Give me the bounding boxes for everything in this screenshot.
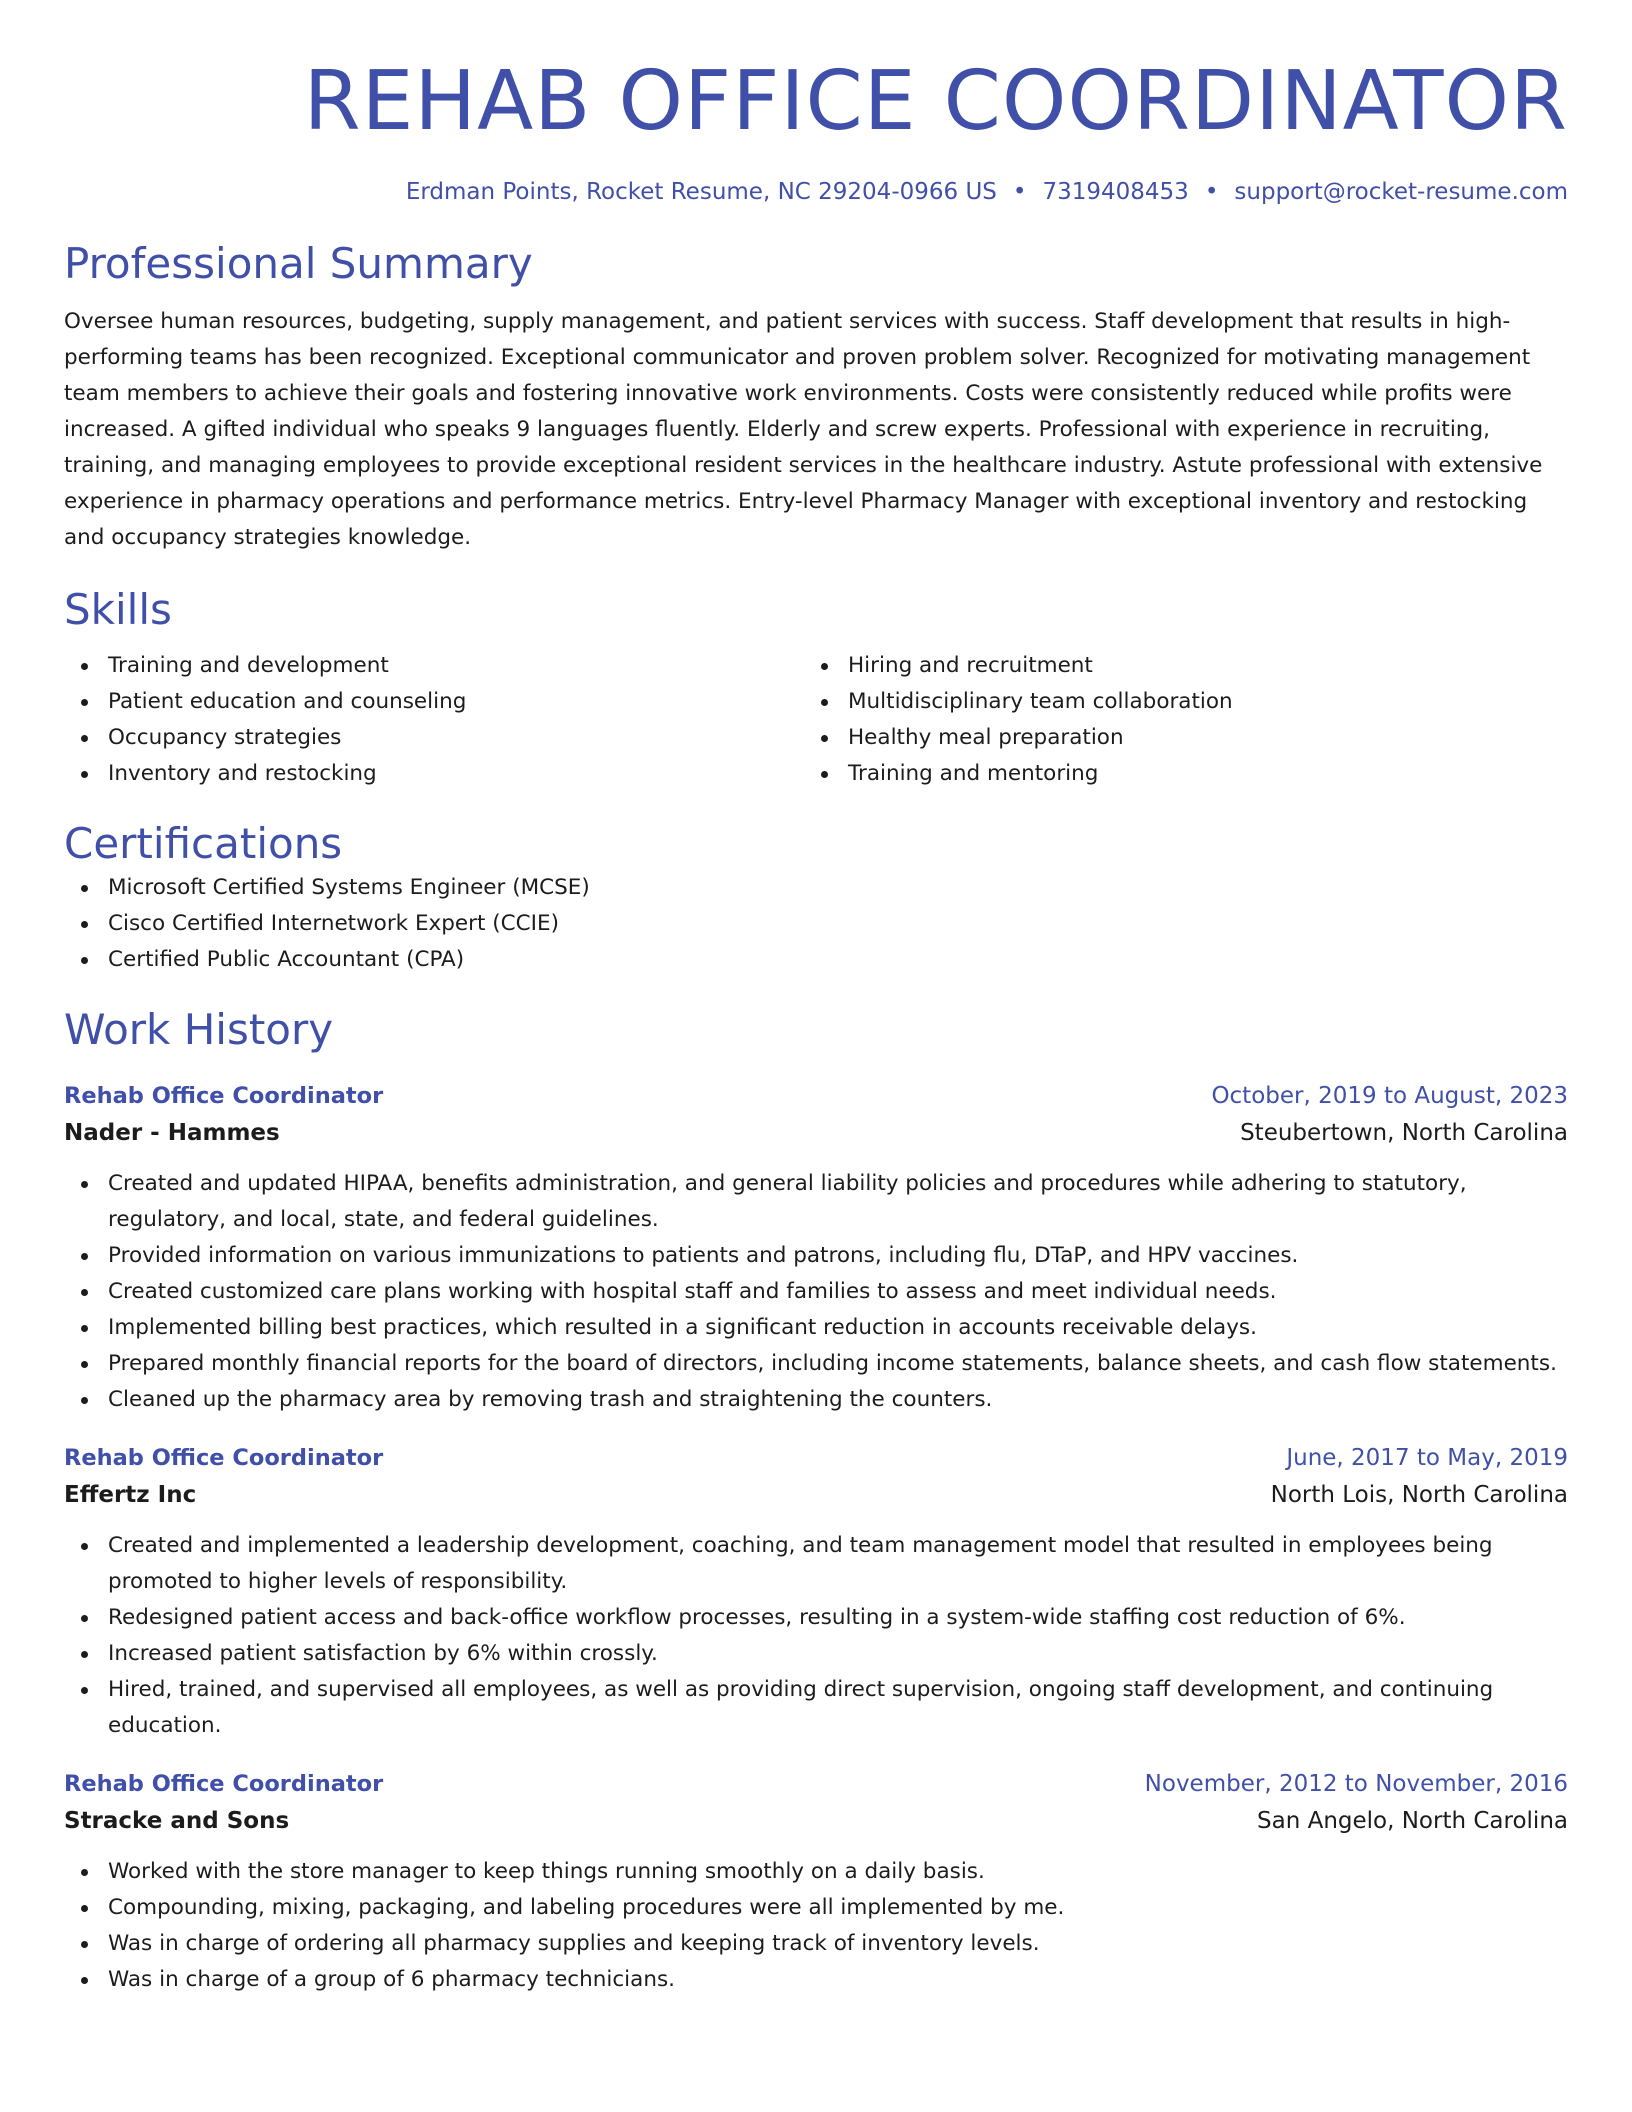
job-duty: Increased patient satisfaction by 6% within crossly. — [64, 1636, 1568, 1672]
job-company: Stracke and Sons — [64, 1808, 290, 1834]
job-location: North Lois, North Carolina — [1270, 1482, 1568, 1508]
skill-item: Training and development — [64, 648, 804, 684]
job-company-row — [64, 1476, 1568, 1514]
resume-header — [64, 52, 1568, 208]
job-title-row — [64, 1078, 1568, 1114]
job-duty: Redesigned patient access and back-office workflow processes, resulting in a system-wide staffing cost reduction of 6%. — [64, 1600, 1568, 1636]
skill-item: Multidisciplinary team collaboration — [804, 684, 1544, 720]
job-company-row — [64, 1114, 1568, 1152]
job-title: Rehab Office Coordinator — [64, 1771, 384, 1797]
job-duties-list — [64, 1166, 1568, 1418]
job-dates: October, 2019 to August, 2023 — [1211, 1083, 1568, 1109]
contact-email: support@rocket-resume.com — [1234, 179, 1568, 205]
skills-columns — [64, 648, 1568, 792]
job-duty: Worked with the store manager to keep things running smoothly on a daily basis. — [64, 1854, 1568, 1890]
skill-item: Training and mentoring — [804, 756, 1544, 792]
job-duty: Created and implemented a leadership development, coaching, and team management model that resulted in employees being promoted to higher levels of responsibility. — [64, 1528, 1568, 1600]
contact-separator: • — [1012, 179, 1027, 205]
skill-item: Healthy meal preparation — [804, 720, 1544, 756]
skills-list-left — [64, 648, 804, 792]
skill-item: Occupancy strategies — [64, 720, 804, 756]
job-company-row — [64, 1802, 1568, 1840]
contact-line — [64, 176, 1568, 208]
summary-text: Oversee human resources, budgeting, supply management, and patient services with success. Staff development that results in high-performing teams has been recognized. Exceptional communicator and proven problem solver. Recognized for motivating management team members to achieve their goals and fostering innovative work environments. Costs were consistently reduced while profits were increased. A gifted individual who speaks 9 languages fluently. Elderly and screw experts. Professional with experience in recruiting, training, and managing employees to provide exceptional resident services in the healthcare industry. Astute professional with extensive experience in pharmacy operations and performance metrics. Entry-level Pharmacy Manager with exceptional inventory and restocking and occupancy strategies knowledge. — [64, 309, 1543, 550]
job-duty: Prepared monthly financial reports for the board of directors, including income statements, balance sheets, and cash flow statements. — [64, 1346, 1568, 1382]
certification-item: Microsoft Certified Systems Engineer (MCSE) — [64, 870, 1568, 906]
job-duty: Created customized care plans working with hospital staff and families to assess and meet individual needs. — [64, 1274, 1568, 1310]
skills-list-right — [804, 648, 1544, 792]
job-duties-list — [64, 1854, 1568, 1998]
job-company: Effertz Inc — [64, 1482, 197, 1508]
certifications-heading: Certifications — [64, 819, 343, 868]
skill-item: Inventory and restocking — [64, 756, 804, 792]
job-duty: Created and updated HIPAA, benefits administration, and general liability policies and procedures while adhering to statutory, regulatory, and local, state, and federal guidelines. — [64, 1166, 1568, 1238]
contact-separator: • — [1204, 179, 1219, 205]
work-history-heading: Work History — [64, 1005, 334, 1054]
job-location: Steubertown, North Carolina — [1240, 1120, 1568, 1146]
job-dates: June, 2017 to May, 2019 — [1286, 1445, 1568, 1471]
job-duty: Cleaned up the pharmacy area by removing trash and straightening the counters. — [64, 1382, 1568, 1418]
certification-item: Cisco Certified Internetwork Expert (CCIE) — [64, 906, 1568, 942]
job-duties-list — [64, 1528, 1568, 1744]
certification-item: Certified Public Accountant (CPA) — [64, 942, 1568, 978]
job-title-row — [64, 1440, 1568, 1476]
job-title: Rehab Office Coordinator — [64, 1083, 384, 1109]
job-dates: November, 2012 to November, 2016 — [1144, 1771, 1568, 1797]
contact-phone: 7319408453 — [1042, 179, 1189, 205]
summary-heading: Professional Summary — [64, 239, 533, 288]
job-duty: Was in charge of a group of 6 pharmacy technicians. — [64, 1962, 1568, 1998]
job-entry — [64, 1440, 1568, 1744]
job-title-row — [64, 1766, 1568, 1802]
job-title: Rehab Office Coordinator — [64, 1445, 384, 1471]
job-duty: Provided information on various immunizations to patients and patrons, including flu, DTaP, and HPV vaccines. — [64, 1238, 1568, 1274]
resume-name: REHAB OFFICE COORDINATOR — [303, 54, 1568, 149]
job-duty: Hired, trained, and supervised all employees, as well as providing direct supervision, ongoing staff development, and continuing education. — [64, 1672, 1568, 1744]
skills-heading: Skills — [64, 585, 172, 634]
skill-item: Patient education and counseling — [64, 684, 804, 720]
job-duty: Implemented billing best practices, which resulted in a significant reduction in accounts receivable delays. — [64, 1310, 1568, 1346]
job-company: Nader - Hammes — [64, 1120, 280, 1146]
job-entry — [64, 1078, 1568, 1418]
certifications-list — [64, 870, 1568, 978]
skill-item: Hiring and recruitment — [804, 648, 1544, 684]
job-duty: Compounding, mixing, packaging, and labeling procedures were all implemented by me. — [64, 1890, 1568, 1926]
job-duty: Was in charge of ordering all pharmacy supplies and keeping track of inventory levels. — [64, 1926, 1568, 1962]
contact-address: Erdman Points, Rocket Resume, NC 29204-0966 US — [405, 179, 997, 205]
job-entry — [64, 1766, 1568, 1998]
job-location: San Angelo, North Carolina — [1257, 1808, 1568, 1834]
